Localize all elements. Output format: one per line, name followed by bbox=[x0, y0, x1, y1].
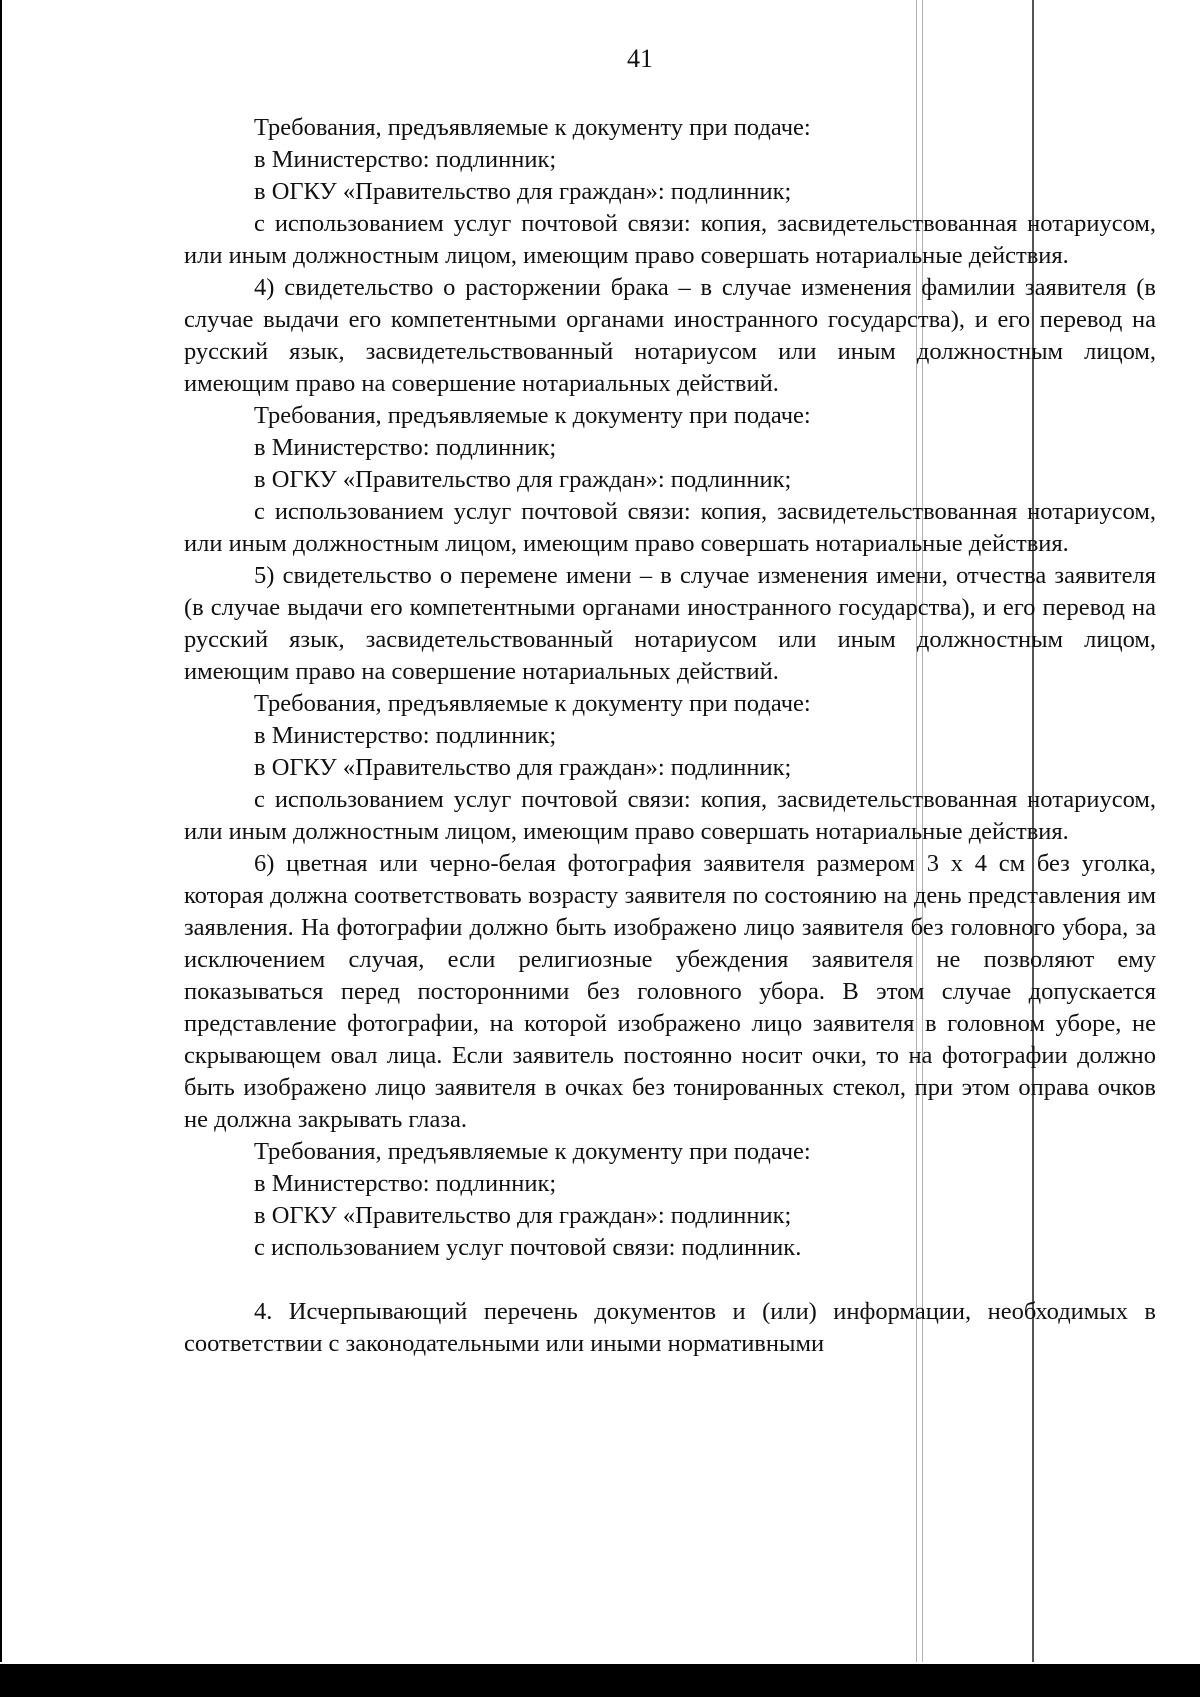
scan-left-edge bbox=[0, 0, 2, 1662]
paragraph: Требования, предъявляемые к документу при подаче: bbox=[254, 402, 811, 429]
paragraph: с использованием услуг почтовой связи: подлинник. bbox=[254, 1234, 802, 1261]
paragraph: 5) свидетельство о перемене имени – в случае изменения имени, отчества заявителя (в случае выдачи его компетентными органами иностранного государства), и его перевод на русский язык, засвидетельствованный нотариусом или иным должностным лицом, имеющим право на совершение нотариальных действий. bbox=[184, 562, 1156, 685]
paragraph: в Министерство: подлинник; bbox=[254, 722, 557, 749]
paragraph: в ОГКУ «Правительство для граждан»: подлинник; bbox=[254, 178, 792, 205]
paragraph: в Министерство: подлинник; bbox=[254, 146, 557, 173]
paragraph: с использованием услуг почтовой связи: копия, засвидетельствованная нотариусом, или иным должностным лицом, имеющим право совершать нотариальные действия. bbox=[184, 210, 1156, 269]
paragraph: с использованием услуг почтовой связи: копия, засвидетельствованная нотариусом, или иным должностным лицом, имеющим право совершать нотариальные действия. bbox=[184, 498, 1156, 557]
paragraph: в Министерство: подлинник; bbox=[254, 434, 557, 461]
paragraph: 6) цветная или черно-белая фотография заявителя размером 3 х 4 см без уголка, которая должна соответствовать возрасту заявителя по состоянию на день представления им заявления. На фотографии должно быть изображено лицо заявителя без головного убора, за исключением случая, если религиозные убеждения заявителя не позволяют ему показываться перед посторонними без головного убора. В этом случае допускается представление фотографии, на которой изображено лицо заявителя в головном уборе, не скрывающем овал лица. Если заявитель постоянно носит очки, то на фотографии должно быть изображено лицо заявителя в очках без тонированных стекол, при этом оправа очков не должна закрывать глаза. bbox=[184, 850, 1156, 1133]
paragraph: Требования, предъявляемые к документу при подаче: bbox=[254, 114, 811, 141]
paragraph: в ОГКУ «Правительство для граждан»: подлинник; bbox=[254, 466, 792, 493]
paragraph: в Министерство: подлинник; bbox=[254, 1170, 557, 1197]
paragraph: в ОГКУ «Правительство для граждан»: подлинник; bbox=[254, 1202, 792, 1229]
document-body bbox=[184, 112, 1156, 1360]
page-number: 41 bbox=[627, 44, 653, 73]
paragraph-gap bbox=[184, 1264, 1156, 1296]
paragraph: 4. Исчерпывающий перечень документов и (или) информации, необходимых в соответствии с законодательными или иными нормативными bbox=[184, 1298, 1156, 1357]
paragraph: Требования, предъявляемые к документу при подаче: bbox=[254, 1138, 811, 1165]
paragraph: 4) свидетельство о расторжении брака – в случае изменения фамилии заявителя (в случае выдачи его компетентными органами иностранного государства), и его перевод на русский язык, засвидетельствованный нотариусом или иным должностным лицом, имеющим право на совершение нотариальных действий. bbox=[184, 274, 1156, 397]
paragraph: Требования, предъявляемые к документу при подаче: bbox=[254, 690, 811, 717]
scan-bottom-border bbox=[0, 1664, 1200, 1697]
paragraph: в ОГКУ «Правительство для граждан»: подлинник; bbox=[254, 754, 792, 781]
paragraph: с использованием услуг почтовой связи: копия, засвидетельствованная нотариусом, или иным должностным лицом, имеющим право совершать нотариальные действия. bbox=[184, 786, 1156, 845]
